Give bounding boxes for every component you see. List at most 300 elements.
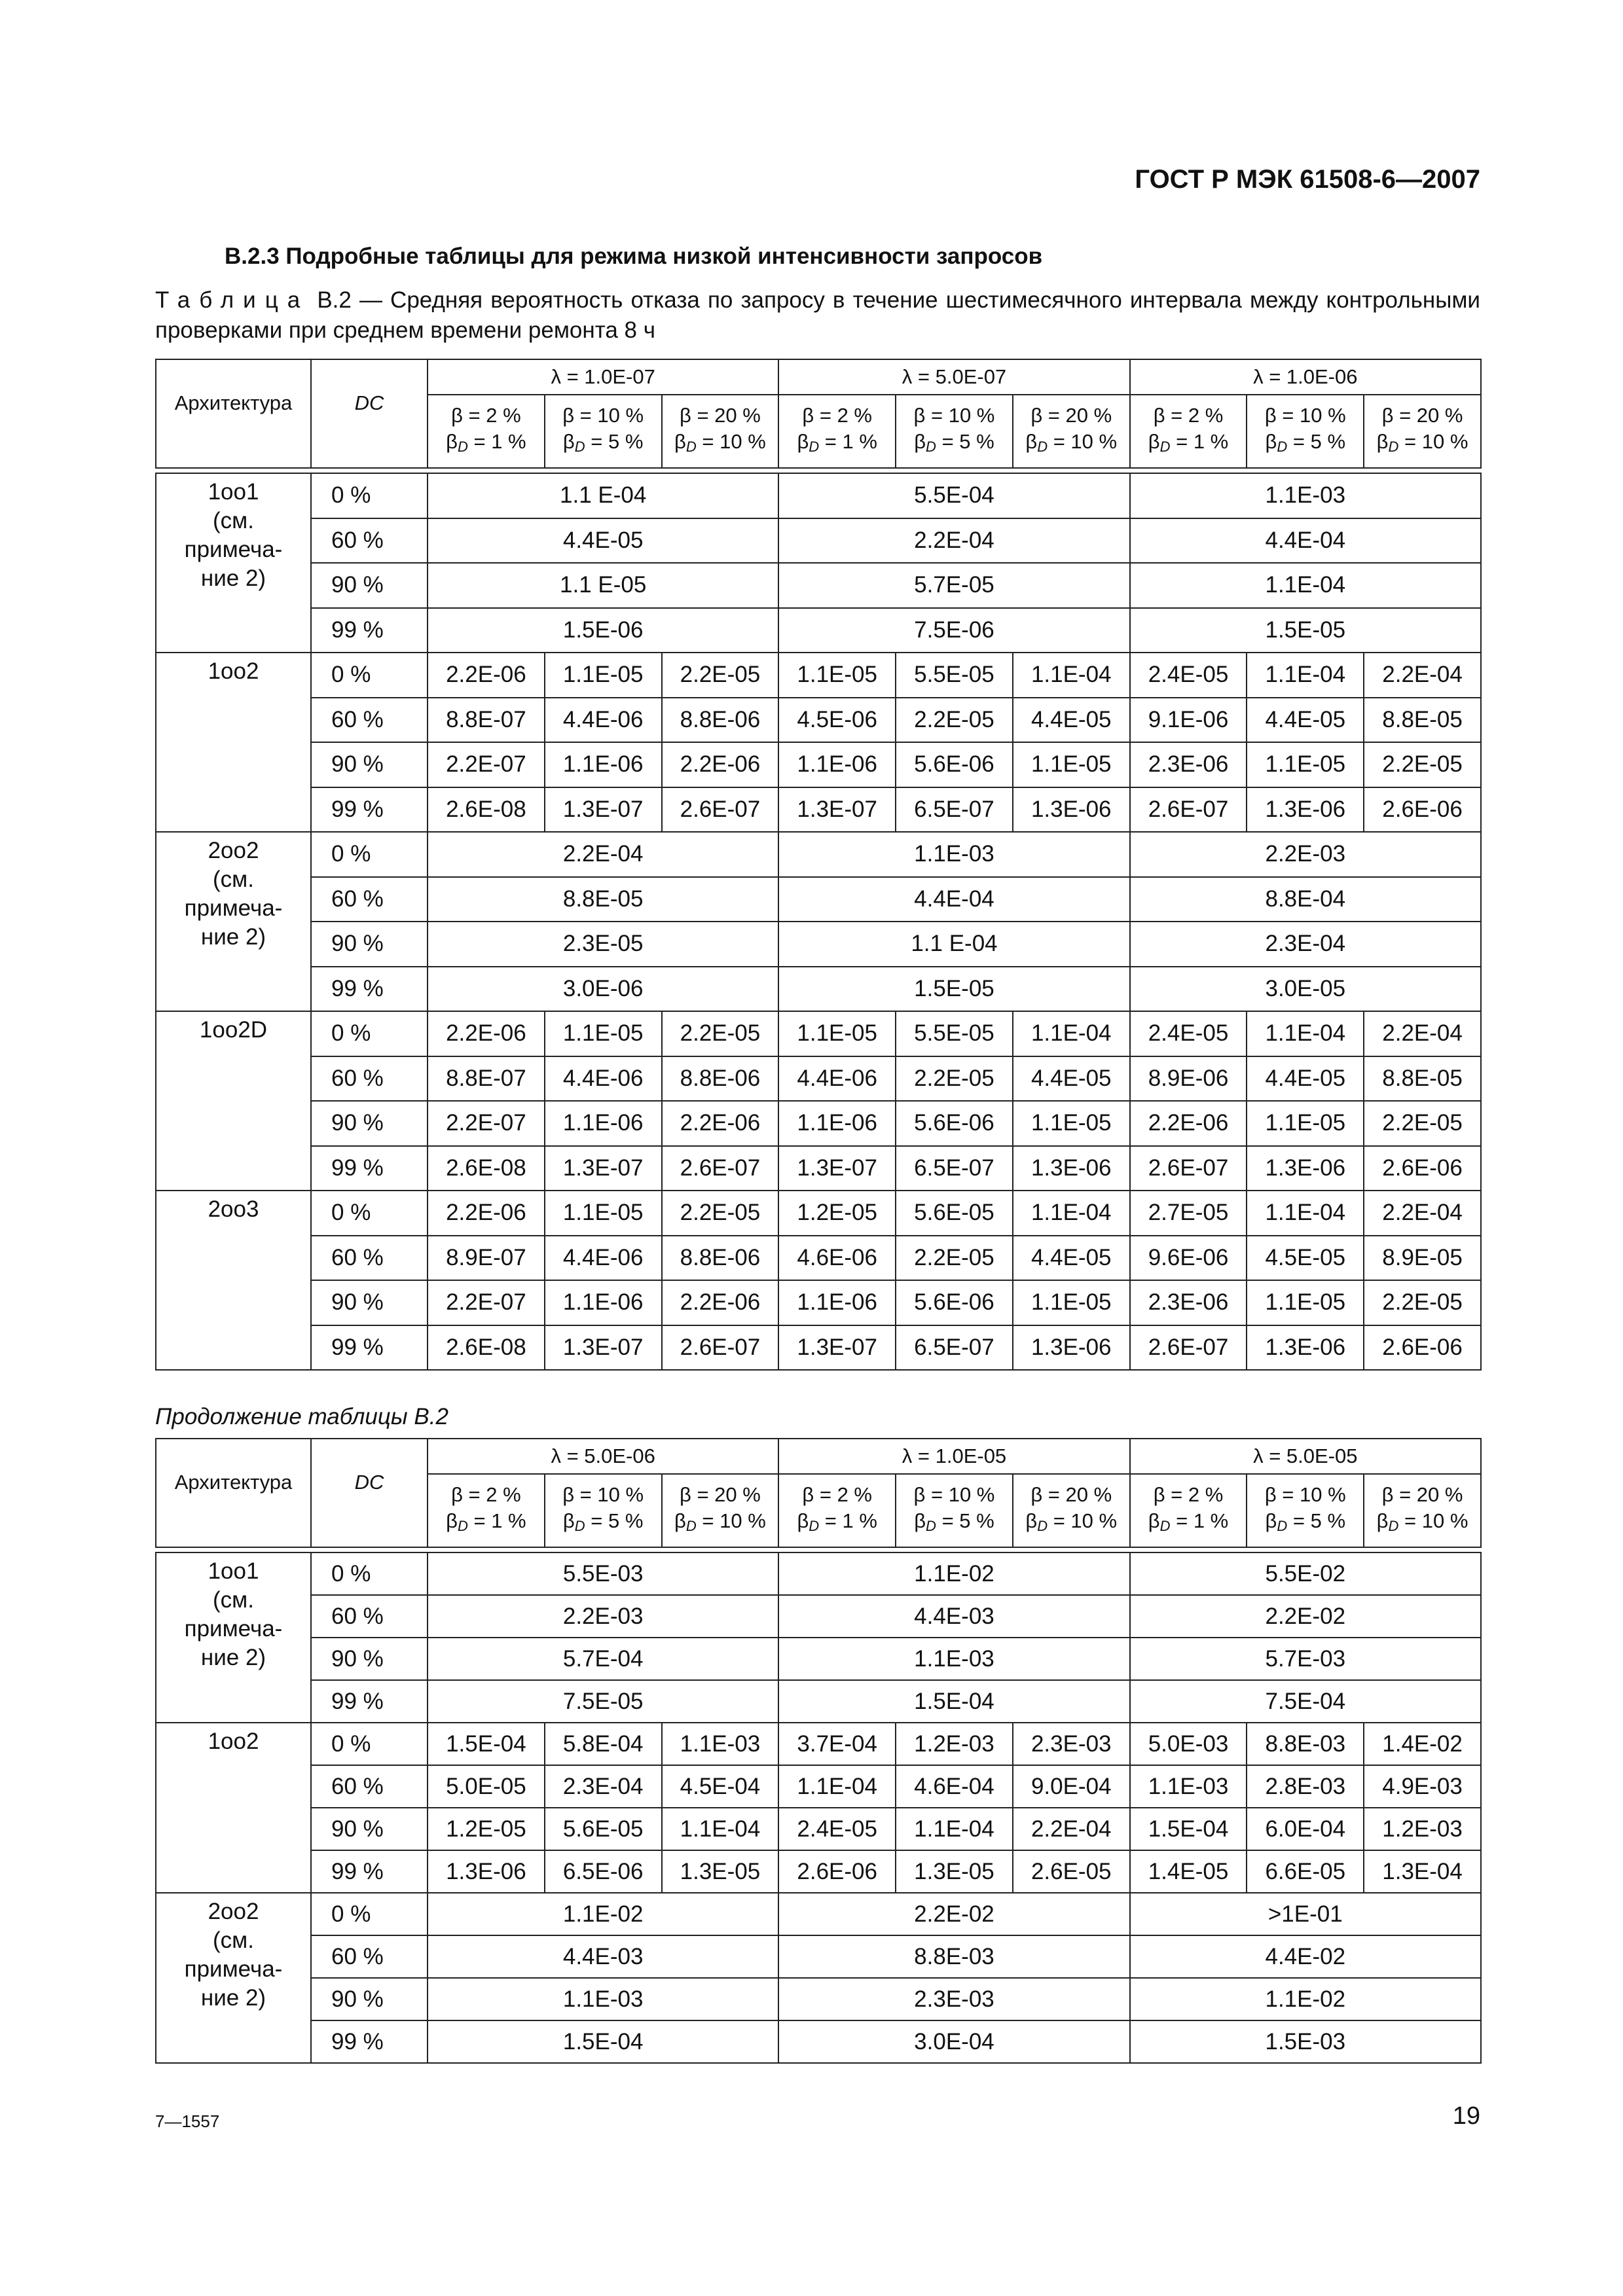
value-cell: 1.1 E-04 bbox=[778, 922, 1129, 967]
dc-cell: 90 % bbox=[311, 1808, 428, 1850]
value-cell: 2.4E-05 bbox=[1130, 653, 1247, 698]
section-title: B.2.3 Подробные таблицы для режима низкой интенсивности запросов bbox=[225, 243, 1043, 269]
value-cell: 2.2E-04 bbox=[1364, 1011, 1481, 1056]
header-beta bbox=[1130, 395, 1247, 468]
value-cell: 1.1E-03 bbox=[428, 1978, 778, 2020]
value-cell: 1.1E-05 bbox=[1247, 1101, 1364, 1146]
value-cell: 2.2E-06 bbox=[428, 653, 545, 698]
value-cell: 7.5E-06 bbox=[778, 608, 1129, 653]
beta-d-percent: = 10 % bbox=[1404, 1509, 1468, 1532]
value-cell: 1.3E-06 bbox=[1013, 787, 1130, 833]
table-row bbox=[156, 1935, 1481, 1978]
value-cell: 4.4E-03 bbox=[428, 1935, 778, 1978]
beta-d-percent: = 5 % bbox=[1292, 1509, 1346, 1532]
beta-d-value bbox=[428, 1508, 544, 1539]
architecture-line: ние 2) bbox=[200, 924, 266, 950]
dc-cell: 60 % bbox=[311, 1765, 428, 1808]
table-row bbox=[156, 1638, 1481, 1680]
value-cell: 1.1E-04 bbox=[1130, 563, 1481, 608]
beta-d-subscript: D bbox=[809, 439, 820, 455]
beta-d-value bbox=[663, 1508, 778, 1539]
beta-d-subscript: D bbox=[1388, 439, 1399, 455]
beta-d-percent: = 1 % bbox=[473, 430, 526, 453]
beta-value: β = 2 % bbox=[451, 404, 521, 427]
value-cell: 2.3E-06 bbox=[1130, 742, 1247, 787]
value-cell: 2.3E-04 bbox=[545, 1765, 662, 1808]
value-cell: 8.8E-04 bbox=[1130, 877, 1481, 922]
page-number: 19 bbox=[1452, 2102, 1480, 2130]
print-code: 7—1557 bbox=[155, 2111, 220, 2131]
value-cell: 6.5E-06 bbox=[545, 1850, 662, 1893]
beta-d-symbol: β bbox=[674, 430, 686, 453]
value-cell: 5.5E-05 bbox=[896, 653, 1013, 698]
beta-d-subscript: D bbox=[574, 1518, 585, 1534]
value-cell: 8.9E-05 bbox=[1364, 1236, 1481, 1281]
dc-cell: 0 % bbox=[311, 832, 428, 877]
beta-d-subscript: D bbox=[1388, 1518, 1399, 1534]
value-cell: 2.2E-03 bbox=[428, 1595, 778, 1638]
dc-cell: 60 % bbox=[311, 1935, 428, 1978]
value-cell: 2.2E-04 bbox=[428, 832, 778, 877]
value-cell: 1.2E-03 bbox=[1364, 1808, 1481, 1850]
value-cell: 5.6E-06 bbox=[896, 742, 1013, 787]
value-cell: 8.8E-05 bbox=[1364, 1056, 1481, 1102]
table-caption bbox=[155, 285, 1480, 346]
value-cell: 1.3E-06 bbox=[428, 1850, 545, 1893]
beta-value: β = 20 % bbox=[680, 404, 761, 427]
value-cell: 2.2E-05 bbox=[896, 1056, 1013, 1102]
dc-cell: 60 % bbox=[311, 518, 428, 564]
value-cell: 1.1E-05 bbox=[1013, 1101, 1130, 1146]
value-cell: 8.8E-07 bbox=[428, 1056, 545, 1102]
value-cell: 2.6E-07 bbox=[1130, 1146, 1247, 1191]
value-cell: 1.1E-05 bbox=[1247, 1280, 1364, 1325]
beta-d-subscript: D bbox=[685, 439, 697, 455]
architecture-cell bbox=[156, 1893, 311, 2063]
value-cell: 1.1E-04 bbox=[1247, 1011, 1364, 1056]
beta-value: β = 20 % bbox=[1381, 404, 1463, 427]
beta-d-symbol: β bbox=[797, 430, 809, 453]
beta-d-symbol: β bbox=[446, 1509, 458, 1532]
dc-cell: 99 % bbox=[311, 2020, 428, 2063]
value-cell: 2.6E-07 bbox=[662, 1146, 779, 1191]
architecture-cell bbox=[156, 1723, 311, 1893]
beta-value: β = 10 % bbox=[913, 404, 995, 427]
table-row bbox=[156, 608, 1481, 653]
beta-d-value bbox=[545, 429, 661, 460]
value-cell: 5.5E-05 bbox=[896, 1011, 1013, 1056]
value-cell: 1.1E-04 bbox=[1013, 653, 1130, 698]
value-cell: 2.2E-02 bbox=[778, 1893, 1129, 1935]
value-cell: 1.1E-04 bbox=[896, 1808, 1013, 1850]
beta-value: β = 2 % bbox=[802, 404, 872, 427]
value-cell: 1.3E-07 bbox=[778, 1325, 896, 1371]
value-cell: 2.3E-03 bbox=[778, 1978, 1129, 2020]
value-cell: 8.9E-07 bbox=[428, 1236, 545, 1281]
value-cell: 1.2E-03 bbox=[896, 1723, 1013, 1765]
architecture-line: ние 2) bbox=[200, 1985, 266, 2011]
table-row bbox=[156, 1146, 1481, 1191]
header-beta bbox=[896, 395, 1013, 468]
architecture-cell bbox=[156, 832, 311, 1011]
value-cell: 1.1E-04 bbox=[1013, 1011, 1130, 1056]
value-cell: 1.1E-02 bbox=[1130, 1978, 1481, 2020]
header-beta bbox=[1130, 1474, 1247, 1547]
header-dc: DC bbox=[311, 359, 428, 468]
value-cell: 1.3E-06 bbox=[1247, 787, 1364, 833]
value-cell: 4.4E-05 bbox=[1013, 1236, 1130, 1281]
value-cell: 2.4E-05 bbox=[1130, 1011, 1247, 1056]
value-cell: 6.5E-07 bbox=[896, 1146, 1013, 1191]
value-cell: 8.8E-06 bbox=[662, 1236, 779, 1281]
value-cell: 1.1E-05 bbox=[545, 1011, 662, 1056]
value-cell: 2.6E-07 bbox=[1130, 1325, 1247, 1371]
header-beta bbox=[1364, 395, 1481, 468]
architecture-line: (см. bbox=[213, 867, 254, 892]
header-lambda: λ = 5.0E-06 bbox=[428, 1439, 778, 1474]
value-cell: 1.1E-05 bbox=[778, 653, 896, 698]
header-beta bbox=[1247, 395, 1364, 468]
value-cell: 4.4E-05 bbox=[1013, 698, 1130, 743]
value-cell: 2.2E-07 bbox=[428, 1280, 545, 1325]
caption-text: B.2 — Средняя вероятность отказа по запросу в течение шестимесячного интервала между контрольными проверками при среднем времени ремонта 8 ч bbox=[155, 287, 1480, 343]
value-cell: 1.1E-05 bbox=[1247, 742, 1364, 787]
beta-d-percent: = 5 % bbox=[941, 430, 994, 453]
value-cell: 1.3E-07 bbox=[545, 1146, 662, 1191]
value-cell: 1.3E-07 bbox=[778, 1146, 896, 1191]
value-cell: 1.5E-06 bbox=[428, 608, 778, 653]
value-cell: 3.0E-04 bbox=[778, 2020, 1129, 2063]
dc-cell: 0 % bbox=[311, 1552, 428, 1595]
beta-d-value bbox=[896, 1508, 1012, 1539]
table-row bbox=[156, 922, 1481, 967]
value-cell: 1.5E-04 bbox=[1130, 1808, 1247, 1850]
value-cell: 5.8E-04 bbox=[545, 1723, 662, 1765]
header-beta bbox=[896, 1474, 1013, 1547]
beta-d-subscript: D bbox=[926, 439, 936, 455]
value-cell: 4.4E-04 bbox=[1130, 518, 1481, 564]
value-cell: 1.5E-04 bbox=[428, 2020, 778, 2063]
beta-value: β = 2 % bbox=[1153, 1483, 1224, 1506]
value-cell: 1.1E-04 bbox=[1247, 653, 1364, 698]
header-beta bbox=[1247, 1474, 1364, 1547]
value-cell: 1.3E-06 bbox=[1013, 1146, 1130, 1191]
value-cell: 2.6E-08 bbox=[428, 787, 545, 833]
value-cell: 2.2E-02 bbox=[1130, 1595, 1481, 1638]
value-cell: 6.5E-07 bbox=[896, 787, 1013, 833]
table-row bbox=[156, 877, 1481, 922]
architecture-line: ние 2) bbox=[200, 1645, 266, 1670]
value-cell: 1.1E-03 bbox=[662, 1723, 779, 1765]
value-cell: 2.2E-05 bbox=[896, 1236, 1013, 1281]
value-cell: 1.3E-04 bbox=[1364, 1850, 1481, 1893]
beta-value: β = 20 % bbox=[1030, 404, 1112, 427]
beta-d-percent: = 5 % bbox=[591, 430, 644, 453]
value-cell: 8.8E-06 bbox=[662, 698, 779, 743]
dc-cell: 0 % bbox=[311, 1723, 428, 1765]
value-cell: 2.3E-04 bbox=[1130, 922, 1481, 967]
header-beta bbox=[428, 395, 545, 468]
dc-cell: 99 % bbox=[311, 1146, 428, 1191]
table-row bbox=[156, 563, 1481, 608]
value-cell: 5.7E-04 bbox=[428, 1638, 778, 1680]
beta-d-symbol: β bbox=[562, 1509, 575, 1532]
value-cell: 2.6E-07 bbox=[662, 787, 779, 833]
beta-value: β = 2 % bbox=[451, 1483, 521, 1506]
value-cell: 1.1E-06 bbox=[778, 742, 896, 787]
value-cell: 5.5E-04 bbox=[778, 473, 1129, 518]
value-cell: 1.5E-04 bbox=[778, 1680, 1129, 1723]
header-beta bbox=[662, 1474, 779, 1547]
header-row-lambda bbox=[156, 359, 1481, 395]
value-cell: 1.2E-05 bbox=[778, 1191, 896, 1236]
value-cell: 1.1E-06 bbox=[778, 1280, 896, 1325]
value-cell: 1.1E-05 bbox=[1013, 742, 1130, 787]
probability-table-1 bbox=[155, 359, 1482, 1371]
value-cell: 2.2E-05 bbox=[1364, 1101, 1481, 1146]
architecture-line: примеча- bbox=[184, 895, 283, 921]
header-beta bbox=[428, 1474, 545, 1547]
dc-cell: 0 % bbox=[311, 1191, 428, 1236]
beta-d-symbol: β bbox=[1148, 1509, 1160, 1532]
architecture-line: (см. bbox=[213, 1587, 254, 1613]
dc-cell: 99 % bbox=[311, 1325, 428, 1371]
beta-d-value bbox=[1364, 1508, 1480, 1539]
architecture-cell bbox=[156, 1552, 311, 1723]
beta-d-subscript: D bbox=[1277, 439, 1288, 455]
value-cell: 2.2E-06 bbox=[428, 1191, 545, 1236]
architecture-cell bbox=[156, 1011, 311, 1191]
dc-cell: 90 % bbox=[311, 1280, 428, 1325]
table-row bbox=[156, 1978, 1481, 2020]
header-row-lambda bbox=[156, 1439, 1481, 1474]
table-row bbox=[156, 787, 1481, 833]
value-cell: 1.1E-06 bbox=[545, 1280, 662, 1325]
dc-cell: 0 % bbox=[311, 1011, 428, 1056]
beta-d-percent: = 5 % bbox=[1292, 430, 1346, 453]
value-cell: 7.5E-04 bbox=[1130, 1680, 1481, 1723]
beta-d-symbol: β bbox=[1265, 430, 1277, 453]
value-cell: 1.1E-04 bbox=[662, 1808, 779, 1850]
table-row bbox=[156, 698, 1481, 743]
architecture-line: 1oo1 bbox=[208, 479, 259, 505]
caption-label: Таблица bbox=[155, 287, 310, 313]
value-cell: 1.1E-02 bbox=[428, 1893, 778, 1935]
value-cell: 2.2E-07 bbox=[428, 1101, 545, 1146]
value-cell: 4.6E-04 bbox=[896, 1765, 1013, 1808]
dc-cell: 60 % bbox=[311, 877, 428, 922]
header-beta bbox=[778, 1474, 896, 1547]
dc-cell: 60 % bbox=[311, 1595, 428, 1638]
value-cell: 4.4E-06 bbox=[545, 698, 662, 743]
value-cell: 4.4E-05 bbox=[1247, 698, 1364, 743]
value-cell: 1.1E-03 bbox=[1130, 1765, 1247, 1808]
dc-cell: 0 % bbox=[311, 653, 428, 698]
value-cell: 1.4E-02 bbox=[1364, 1723, 1481, 1765]
beta-value: β = 2 % bbox=[802, 1483, 872, 1506]
value-cell: 1.1E-03 bbox=[778, 832, 1129, 877]
value-cell: 2.2E-05 bbox=[662, 1191, 779, 1236]
value-cell: 5.6E-06 bbox=[896, 1101, 1013, 1146]
value-cell: 1.3E-07 bbox=[545, 787, 662, 833]
value-cell: 8.8E-06 bbox=[662, 1056, 779, 1102]
value-cell: 1.3E-05 bbox=[896, 1850, 1013, 1893]
header-beta bbox=[1364, 1474, 1481, 1547]
value-cell: 2.2E-06 bbox=[662, 742, 779, 787]
beta-value: β = 10 % bbox=[913, 1483, 995, 1506]
table-row bbox=[156, 1191, 1481, 1236]
value-cell: 2.2E-05 bbox=[662, 1011, 779, 1056]
value-cell: 1.1E-05 bbox=[1013, 1280, 1130, 1325]
value-cell: 1.1E-06 bbox=[545, 1101, 662, 1146]
table-row bbox=[156, 1552, 1481, 1595]
beta-d-value bbox=[779, 429, 895, 460]
value-cell: 4.4E-05 bbox=[428, 518, 778, 564]
architecture-line: примеча- bbox=[184, 1956, 283, 1982]
beta-d-value bbox=[1013, 429, 1129, 460]
architecture-line: 1oo2 bbox=[208, 658, 259, 684]
beta-d-subscript: D bbox=[1037, 439, 1048, 455]
value-cell: 5.6E-06 bbox=[896, 1280, 1013, 1325]
dc-cell: 90 % bbox=[311, 922, 428, 967]
header-lambda: λ = 5.0E-07 bbox=[778, 359, 1129, 395]
value-cell: 5.0E-05 bbox=[428, 1765, 545, 1808]
value-cell: 1.3E-06 bbox=[1247, 1146, 1364, 1191]
value-cell: 5.7E-05 bbox=[778, 563, 1129, 608]
beta-value: β = 10 % bbox=[1264, 1483, 1346, 1506]
beta-d-symbol: β bbox=[914, 430, 926, 453]
architecture-line: ние 2) bbox=[200, 565, 266, 591]
beta-d-value bbox=[1131, 429, 1247, 460]
dc-cell: 60 % bbox=[311, 1056, 428, 1102]
architecture-cell bbox=[156, 473, 311, 653]
value-cell: 4.4E-03 bbox=[778, 1595, 1129, 1638]
value-cell: 5.7E-03 bbox=[1130, 1638, 1481, 1680]
header-lambda: λ = 1.0E-05 bbox=[778, 1439, 1129, 1474]
beta-d-percent: = 10 % bbox=[1404, 430, 1468, 453]
architecture-line: 2oo2 bbox=[208, 1899, 259, 1924]
value-cell: 4.4E-06 bbox=[545, 1056, 662, 1102]
table-row bbox=[156, 1765, 1481, 1808]
architecture-cell bbox=[156, 653, 311, 832]
value-cell: 2.6E-07 bbox=[1130, 787, 1247, 833]
value-cell: 9.0E-04 bbox=[1013, 1765, 1130, 1808]
header-beta bbox=[1013, 1474, 1130, 1547]
beta-value: β = 20 % bbox=[1030, 1483, 1112, 1506]
table-row bbox=[156, 1011, 1481, 1056]
beta-d-value bbox=[779, 1508, 895, 1539]
value-cell: 1.1 E-04 bbox=[428, 473, 778, 518]
architecture-line: 1oo2 bbox=[208, 1729, 259, 1754]
value-cell: 1.1E-03 bbox=[778, 1638, 1129, 1680]
architecture-line: (см. bbox=[213, 508, 254, 533]
value-cell: 4.4E-06 bbox=[545, 1236, 662, 1281]
header-beta bbox=[1013, 395, 1130, 468]
architecture-line: примеча- bbox=[184, 1616, 283, 1641]
value-cell: 1.3E-06 bbox=[1013, 1325, 1130, 1371]
beta-d-subscript: D bbox=[457, 1518, 468, 1534]
value-cell: 2.2E-06 bbox=[662, 1280, 779, 1325]
table-row bbox=[156, 832, 1481, 877]
value-cell: 2.2E-03 bbox=[1130, 832, 1481, 877]
value-cell: 8.9E-06 bbox=[1130, 1056, 1247, 1102]
value-cell: 4.4E-05 bbox=[1013, 1056, 1130, 1102]
dc-cell: 99 % bbox=[311, 1850, 428, 1893]
value-cell: 2.3E-06 bbox=[1130, 1280, 1247, 1325]
architecture-line: 2oo2 bbox=[208, 838, 259, 863]
value-cell: 4.4E-05 bbox=[1247, 1056, 1364, 1102]
header-lambda: λ = 1.0E-06 bbox=[1130, 359, 1481, 395]
value-cell: 9.6E-06 bbox=[1130, 1236, 1247, 1281]
value-cell: 9.1E-06 bbox=[1130, 698, 1247, 743]
beta-value: β = 10 % bbox=[562, 1483, 644, 1506]
value-cell: 2.6E-06 bbox=[1364, 1146, 1481, 1191]
table-row bbox=[156, 1056, 1481, 1102]
header-beta bbox=[545, 395, 662, 468]
dc-cell: 90 % bbox=[311, 1638, 428, 1680]
header-architecture: Архитектура bbox=[156, 1439, 311, 1547]
dc-cell: 60 % bbox=[311, 1236, 428, 1281]
value-cell: 8.8E-07 bbox=[428, 698, 545, 743]
value-cell: 2.6E-07 bbox=[662, 1325, 779, 1371]
value-cell: 2.6E-05 bbox=[1013, 1850, 1130, 1893]
beta-d-value bbox=[1364, 429, 1480, 460]
value-cell: 2.3E-03 bbox=[1013, 1723, 1130, 1765]
table-row bbox=[156, 473, 1481, 518]
beta-d-percent: = 1 % bbox=[824, 1509, 877, 1532]
dc-cell: 60 % bbox=[311, 698, 428, 743]
beta-d-percent: = 10 % bbox=[702, 1509, 766, 1532]
beta-d-value bbox=[1247, 429, 1363, 460]
value-cell: 5.5E-02 bbox=[1130, 1552, 1481, 1595]
beta-d-value bbox=[663, 429, 778, 460]
value-cell: 4.5E-06 bbox=[778, 698, 896, 743]
beta-d-symbol: β bbox=[674, 1509, 686, 1532]
beta-d-value bbox=[428, 429, 544, 460]
value-cell: 2.2E-06 bbox=[662, 1101, 779, 1146]
value-cell: 2.2E-05 bbox=[1364, 742, 1481, 787]
document-code: ГОСТ Р МЭК 61508-6—2007 bbox=[1135, 165, 1480, 194]
beta-value: β = 20 % bbox=[680, 1483, 761, 1506]
value-cell: 5.0E-03 bbox=[1130, 1723, 1247, 1765]
beta-d-subscript: D bbox=[1277, 1518, 1288, 1534]
value-cell: 4.9E-03 bbox=[1364, 1765, 1481, 1808]
architecture-line: 1oo1 bbox=[208, 1558, 259, 1584]
beta-d-subscript: D bbox=[1159, 1518, 1171, 1534]
beta-d-subscript: D bbox=[1037, 1518, 1048, 1534]
table-row bbox=[156, 1325, 1481, 1371]
header-beta bbox=[662, 395, 779, 468]
dc-cell: 99 % bbox=[311, 787, 428, 833]
beta-d-percent: = 10 % bbox=[1053, 1509, 1118, 1532]
value-cell: 1.1E-04 bbox=[1247, 1191, 1364, 1236]
beta-d-subscript: D bbox=[457, 439, 468, 455]
beta-d-symbol: β bbox=[1025, 430, 1038, 453]
value-cell: 6.5E-07 bbox=[896, 1325, 1013, 1371]
value-cell: 5.5E-03 bbox=[428, 1552, 778, 1595]
value-cell: 4.6E-06 bbox=[778, 1236, 896, 1281]
value-cell: 7.5E-05 bbox=[428, 1680, 778, 1723]
dc-cell: 99 % bbox=[311, 967, 428, 1012]
value-cell: 5.6E-05 bbox=[896, 1191, 1013, 1236]
beta-d-subscript: D bbox=[685, 1518, 697, 1534]
header-separator bbox=[156, 468, 1481, 473]
beta-d-value bbox=[1247, 1508, 1363, 1539]
table-row bbox=[156, 1893, 1481, 1935]
value-cell: 1.1E-05 bbox=[545, 1191, 662, 1236]
table-row bbox=[156, 1850, 1481, 1893]
value-cell: 1.1E-06 bbox=[778, 1101, 896, 1146]
